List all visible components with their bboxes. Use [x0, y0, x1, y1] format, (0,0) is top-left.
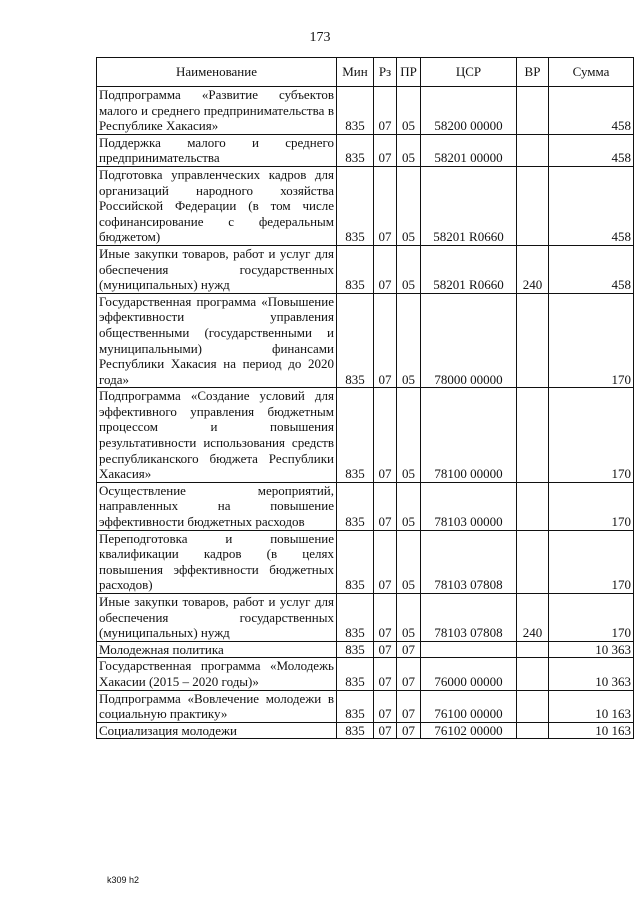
cell-rz: 07	[374, 293, 397, 388]
cell-vr	[517, 293, 549, 388]
cell-name: Подпрограмма «Создание условий для эффективного управления бюджетным процессом и повышения результативности использования средств республиканского бюджета Республики Хакасия»	[97, 388, 337, 483]
col-header-min: Мин	[337, 58, 374, 87]
col-header-rz: Рз	[374, 58, 397, 87]
cell-name: Государственная программа «Повышение эффективности управления общественными (государственными и муниципальными) финансами Республики Хакасия на период до 2020 года»	[97, 293, 337, 388]
cell-pr: 05	[397, 134, 421, 166]
cell-pr: 05	[397, 87, 421, 135]
cell-min: 835	[337, 658, 374, 690]
cell-vr	[517, 87, 549, 135]
cell-csr: 58201 00000	[421, 134, 517, 166]
cell-min: 835	[337, 482, 374, 530]
budget-table	[96, 57, 634, 739]
table-row	[97, 594, 634, 642]
cell-vr	[517, 641, 549, 658]
table-row	[97, 722, 634, 739]
cell-vr: 240	[517, 594, 549, 642]
col-header-pr: ПР	[397, 58, 421, 87]
cell-sum: 458	[549, 134, 634, 166]
cell-csr: 58201 R0660	[421, 166, 517, 245]
cell-rz: 07	[374, 658, 397, 690]
cell-name: Подпрограмма «Развитие субъектов малого и среднего предпринимательства в Республике Хакасия»	[97, 87, 337, 135]
cell-vr	[517, 388, 549, 483]
cell-min: 835	[337, 388, 374, 483]
cell-csr: 58200 00000	[421, 87, 517, 135]
cell-vr	[517, 722, 549, 739]
cell-sum: 10 363	[549, 658, 634, 690]
cell-csr: 78103 07808	[421, 530, 517, 593]
table-row	[97, 530, 634, 593]
cell-pr: 05	[397, 293, 421, 388]
cell-rz: 07	[374, 530, 397, 593]
cell-rz: 07	[374, 388, 397, 483]
cell-pr: 07	[397, 641, 421, 658]
cell-csr: 78100 00000	[421, 388, 517, 483]
table-row	[97, 166, 634, 245]
cell-min: 835	[337, 530, 374, 593]
cell-rz: 07	[374, 166, 397, 245]
cell-sum: 458	[549, 245, 634, 293]
cell-pr: 05	[397, 594, 421, 642]
cell-name: Государственная программа «Молодежь Хакасии (2015 – 2020 годы)»	[97, 658, 337, 690]
cell-name: Осуществление мероприятий, направленных на повышение эффективности бюджетных расходов	[97, 482, 337, 530]
cell-pr: 07	[397, 690, 421, 722]
cell-sum: 170	[549, 388, 634, 483]
table-row	[97, 482, 634, 530]
cell-name: Переподготовка и повышение квалификации кадров (в целях повышения эффективности бюджетных расходов)	[97, 530, 337, 593]
table-row	[97, 641, 634, 658]
cell-name: Подготовка управленческих кадров для организаций народного хозяйства Российской Федерации (в том числе софинансирование с федеральным бюджетом)	[97, 166, 337, 245]
cell-pr: 07	[397, 722, 421, 739]
cell-rz: 07	[374, 245, 397, 293]
table-row	[97, 134, 634, 166]
cell-rz: 07	[374, 641, 397, 658]
table-row	[97, 87, 634, 135]
cell-sum: 170	[549, 482, 634, 530]
cell-rz: 07	[374, 594, 397, 642]
cell-min: 835	[337, 87, 374, 135]
cell-vr	[517, 690, 549, 722]
cell-vr	[517, 530, 549, 593]
cell-csr: 78000 00000	[421, 293, 517, 388]
cell-sum: 10 163	[549, 722, 634, 739]
table-row	[97, 658, 634, 690]
cell-rz: 07	[374, 87, 397, 135]
cell-rz: 07	[374, 134, 397, 166]
cell-sum: 170	[549, 594, 634, 642]
cell-csr: 76000 00000	[421, 658, 517, 690]
cell-csr: 76102 00000	[421, 722, 517, 739]
cell-csr: 78103 07808	[421, 594, 517, 642]
cell-pr: 05	[397, 482, 421, 530]
table-row	[97, 293, 634, 388]
cell-sum: 170	[549, 293, 634, 388]
cell-vr	[517, 134, 549, 166]
col-header-csr: ЦСР	[421, 58, 517, 87]
cell-min: 835	[337, 245, 374, 293]
cell-min: 835	[337, 293, 374, 388]
cell-vr	[517, 658, 549, 690]
cell-name: Поддержка малого и среднего предпринимательства	[97, 134, 337, 166]
cell-pr: 05	[397, 166, 421, 245]
cell-name: Социализация молодежи	[97, 722, 337, 739]
cell-sum: 10 163	[549, 690, 634, 722]
cell-min: 835	[337, 722, 374, 739]
cell-csr: 78103 00000	[421, 482, 517, 530]
cell-pr: 05	[397, 388, 421, 483]
cell-pr: 07	[397, 658, 421, 690]
col-header-name: Наименование	[97, 58, 337, 87]
cell-name: Иные закупки товаров, работ и услуг для обеспечения государственных (муниципальных) нужд	[97, 594, 337, 642]
cell-name: Молодежная политика	[97, 641, 337, 658]
cell-min: 835	[337, 641, 374, 658]
cell-sum: 458	[549, 166, 634, 245]
footer-code: k309 h2	[107, 875, 140, 885]
cell-name: Подпрограмма «Вовлечение молодежи в социальную практику»	[97, 690, 337, 722]
cell-sum: 10 363	[549, 641, 634, 658]
cell-vr: 240	[517, 245, 549, 293]
cell-csr: 58201 R0660	[421, 245, 517, 293]
table-row	[97, 690, 634, 722]
col-header-vr: ВР	[517, 58, 549, 87]
cell-sum: 170	[549, 530, 634, 593]
cell-rz: 07	[374, 482, 397, 530]
page-number: 173	[309, 30, 331, 45]
table-row	[97, 245, 634, 293]
cell-vr	[517, 166, 549, 245]
cell-name: Иные закупки товаров, работ и услуг для обеспечения государственных (муниципальных) нужд	[97, 245, 337, 293]
header-row	[97, 58, 634, 87]
cell-min: 835	[337, 690, 374, 722]
cell-rz: 07	[374, 722, 397, 739]
cell-min: 835	[337, 166, 374, 245]
cell-rz: 07	[374, 690, 397, 722]
cell-csr	[421, 641, 517, 658]
cell-min: 835	[337, 594, 374, 642]
cell-pr: 05	[397, 530, 421, 593]
table-row	[97, 388, 634, 483]
cell-pr: 05	[397, 245, 421, 293]
table-body	[97, 87, 634, 739]
cell-vr	[517, 482, 549, 530]
cell-sum: 458	[549, 87, 634, 135]
col-header-sum: Сумма	[549, 58, 634, 87]
cell-csr: 76100 00000	[421, 690, 517, 722]
cell-min: 835	[337, 134, 374, 166]
